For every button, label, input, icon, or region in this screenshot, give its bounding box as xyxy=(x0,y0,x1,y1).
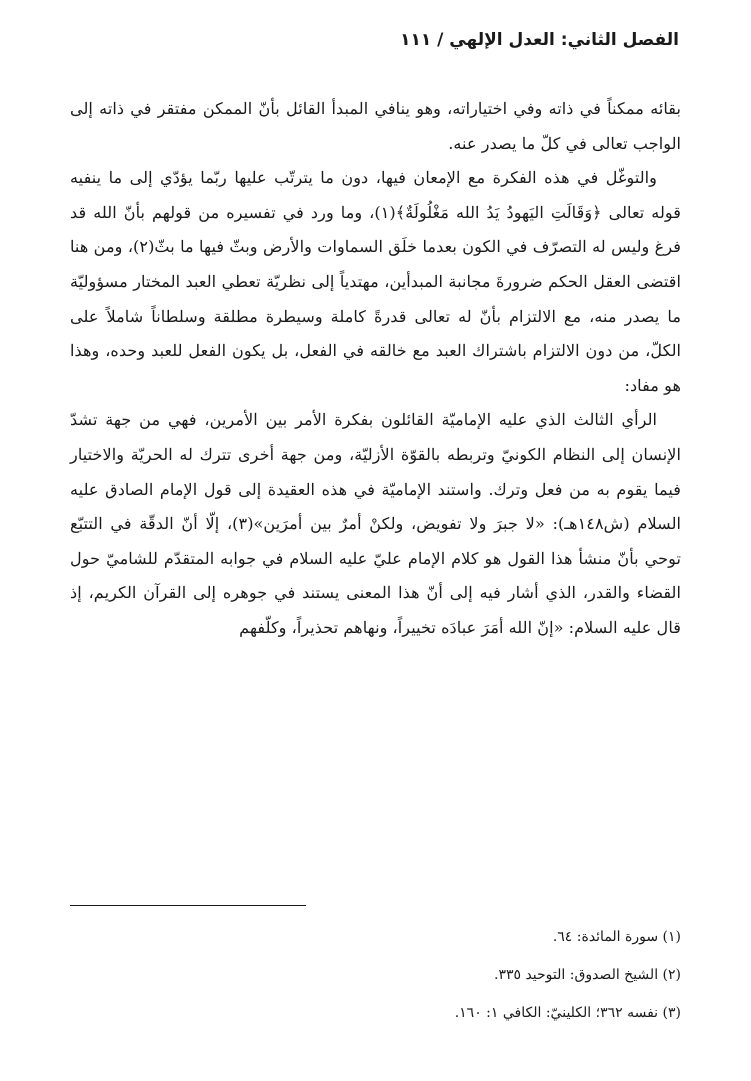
footnotes xyxy=(70,918,681,1032)
paragraph-2: والتوغّل في هذه الفكرة مع الإمعان فيها، دون ما يترتّب عليها ربّما يؤدّي إلى ما ينفيه قوله تعالى ﴿وَقَالَتِ اليَهودُ يَدُ الله مَغْلُولَةٌ﴾(١)، وما ورد في تفسيره من قولهم بأنّ الله قد فرغ وليس له التصرّف في الكون بعدما خلَق السماوات والأرض وبثّ فيها ما بثّ(٢)، ومن هنا اقتضى العقل الحكم ضرورةَ مجانبة المبدأين، مهتدياً إلى نظريّة تعطي العبد المختار مسؤوليّة ما يصدر منه، مع الالتزام بأنّ له تعالى قدرةً كاملة وسيطرة مطلقة وسلطاناً شاملاً على الكلّ، من دون الالتزام باشتراك العبد مع خالقه في الفعل، بل يكون الفعل للعبد وحده، وهذا هو مفاد: xyxy=(70,168,682,395)
paragraph-1: بقائه ممكناً في ذاته وفي اختياراته، وهو ينافي المبدأ القائل بأنّ الممكن مفتقر في ذاته إلى الواجب تعالى في كلّ ما يصدر عنه. xyxy=(70,99,681,153)
running-header: الفصل الثاني: العدل الإلهي / ١١١ xyxy=(400,30,679,50)
main-text xyxy=(70,92,681,646)
footnote-separator xyxy=(70,905,306,906)
footnote-3: (٣) نفسه ٣٦٢؛ الكلينيّ: الكافي ١: ١٦٠. xyxy=(454,1005,681,1021)
paragraph-3: الرأي الثالث الذي عليه الإماميّة القائلون بفكرة الأمر بين الأمرين، فهي من جهة تشدّ الإنسان إلى النظام الكونيّ وتربطه بالقوّة الأزليّة، ومن جهة أخرى تترك له الحريّة والاختيار فيما يقوم به من فعل وترك. واستند الإماميّة في هذه العقيدة إلى قول الإمام الصادق عليه السلام (ش١٤٨هـ): «لا جبرَ ولا تفويض، ولكنْ أمرٌ بين أمرَين»(٣)، إلّا أنّ الدقّة في التتبّع توحي بأنّ منشأ هذا القول هو كلام الإمام عليّ عليه السلام في جوابه المتقدّم للشاميّ حول القضاء والقدر، الذي أشار فيه إلى أنّ هذا المعنى يستند في جوهره إلى القرآن الكريم، إذ قال عليه السلام: «إنّ الله أمَرَ عبادَه تخييراً، ونهاهم تحذيراً، وكلّفهم xyxy=(70,410,681,637)
footnote-2: (٢) الشيخ الصدوق: التوحيد ٣٣٥. xyxy=(493,967,681,983)
footnote-1: (١) سورة المائدة: ٦٤. xyxy=(552,929,681,945)
